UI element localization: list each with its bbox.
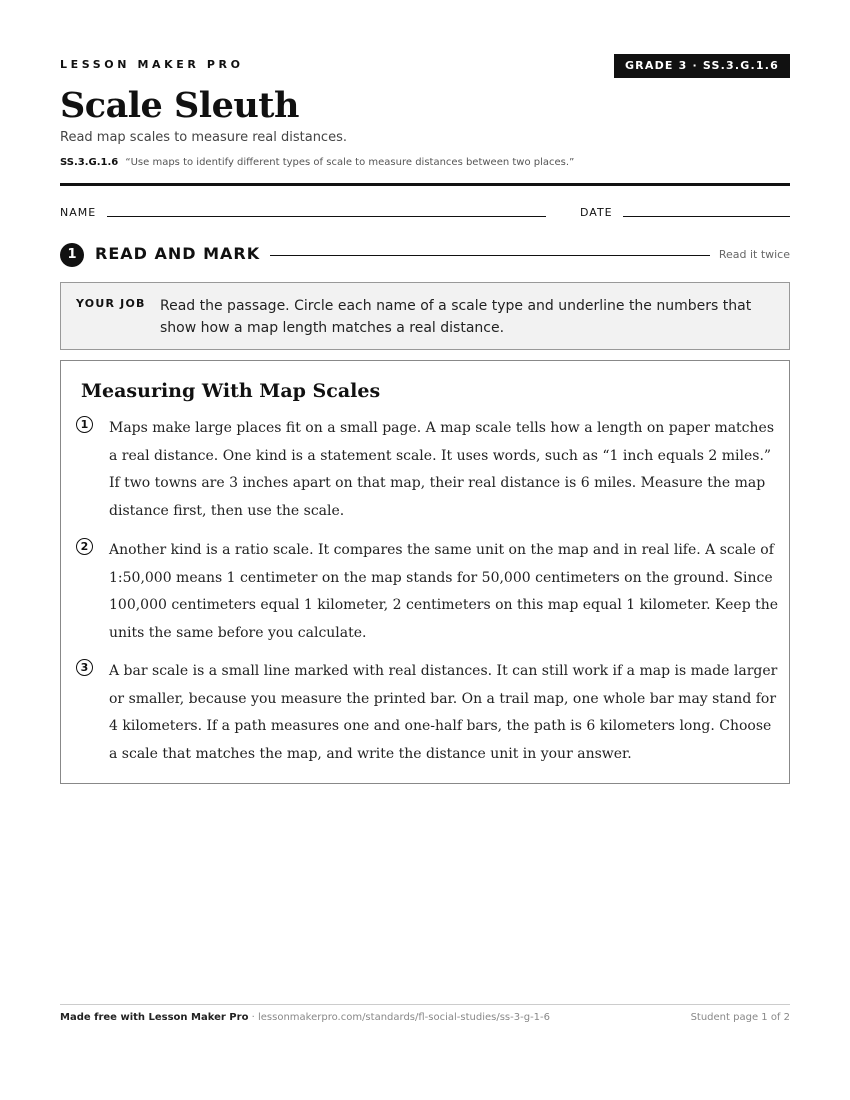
worksheet-page [60,0,790,1100]
passage-box [60,360,790,784]
instructions-text: Read the passage. Circle each name of a scale type and underline the numbers that show how a map length matches a real distance. [160,298,752,336]
name-label: NAME [60,206,97,219]
page-title: Scale Sleuth [60,85,299,126]
paragraph-text: Maps make large places fit on a small page. A map scale tells how a length on paper matches a real distance. One kind is a statement scale. It uses words, such as “1 inch equals 2 miles.” If two towns are 3 inches apart on that map, their real distance is 6 miles. Measure the map distance first, then use the scale. [109,420,775,519]
instructions-label: YOUR JOB [76,297,146,310]
name-field[interactable] [107,216,546,217]
instructions-box [60,282,790,350]
paragraph-number: 2 [76,538,93,555]
section-title: READ AND MARK [95,244,261,263]
paragraph-text: A bar scale is a small line marked with real distances. It can still work if a map is made larger or smaller, because you measure the printed bar. On a trail map, one whole bar may stand for 4 kilometers. If a path measures one and one-half bars, the path is 6 kilometers long. Choose a scale that matches the map, and write the distance unit in your answer. [109,663,778,762]
grade-badge: GRADE 3 · SS.3.G.1.6 [614,54,790,78]
paragraph-number: 1 [76,416,93,433]
section-note: Read it twice [718,248,790,261]
brand-name: LESSON MAKER PRO [60,58,244,71]
footer-divider [60,1004,790,1005]
date-label: DATE [580,206,613,219]
footer-brand: Made free with Lesson Maker Pro [60,1012,249,1023]
section-number-badge: 1 [60,243,84,267]
footer-credit [60,1012,550,1023]
footer-url: · lessonmakerpro.com/standards/fl-social-studies/ss-3-g-1-6 [248,1012,551,1023]
page-subtitle: Read map scales to measure real distances. [60,130,347,145]
passage-title: Measuring With Map Scales [81,380,381,402]
page-indicator: Student page 1 of 2 [690,1012,790,1023]
standard-line [60,157,574,168]
standard-text: “Use maps to identify different types of scale to measure distances between two places.” [125,157,575,168]
section-divider [270,255,710,256]
date-field[interactable] [623,216,790,217]
standard-code: SS.3.G.1.6 [60,157,119,168]
header-divider [60,183,790,186]
paragraph-text: Another kind is a ratio scale. It compares the same unit on the map and in real life. A scale of 1:50,000 means 1 centimeter on the map stands for 50,000 centimeters on the ground. Since 100,000 centimeters equal 1 kilometer, 2 centimeters on this map equal 1 kilometer. Keep the units the same before you calculate. [109,542,779,641]
paragraph-number: 3 [76,659,93,676]
